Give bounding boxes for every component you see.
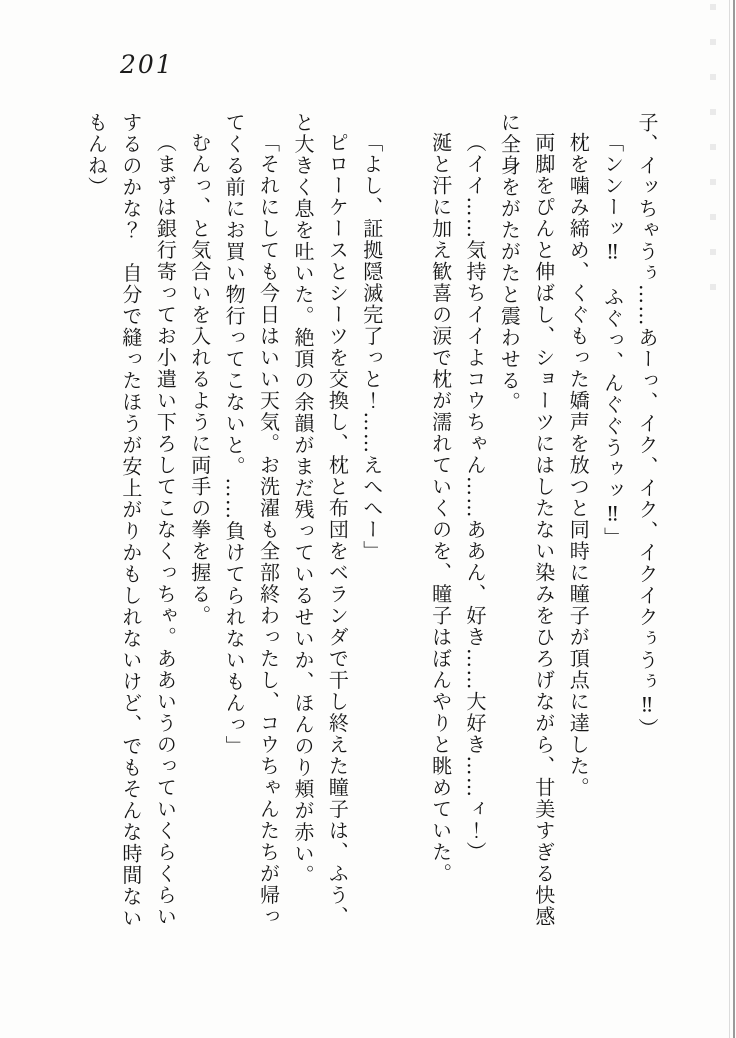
paragraph: むんっ、と気合いを入れるように両手の拳を握る。 bbox=[187, 132, 212, 627]
body-text bbox=[74, 112, 664, 944]
paragraph: ピローケースとシーツを交換し、枕と布団をベランダで干し終えた瞳子は、ふう、と大きく息を吐いた。絶頂の余韻がまだ残っているせいか、ほんのり頬が赤い。 bbox=[290, 112, 350, 928]
paragraph: 涎と汗に加え歓喜の涙で枕が濡れていくのを、瞳子はぼんやりと眺めていた。 bbox=[428, 132, 453, 885]
paragraph: （まずは銀行寄ってお小遣い下ろしてこなくっちゃ。ああいうのっていくらくらいするのかな？ 自分で縫ったほうが安上がりかもしれないけど、でもそんな時間ないもんね） bbox=[84, 112, 178, 929]
page-edge-line bbox=[733, 0, 735, 1038]
paragraph: 「ンンーッ‼ ふぐっ、んぐぐうゥッ‼」 bbox=[600, 132, 625, 549]
paragraph: 両脚をぴんと伸ばし、ショーツにはしたない染みをひろげながら、甘美すぎる快感に全身をがたがたと震わせる。 bbox=[497, 112, 556, 928]
page-edge-line-inner bbox=[729, 0, 730, 1038]
page-number: 201 bbox=[120, 50, 174, 79]
ink-bleed-artifact bbox=[710, 4, 716, 304]
paragraph: 子、イッちゃうぅ……あーっ、イク、イク、イクイクぅうぅ‼） bbox=[635, 112, 659, 740]
paragraph: 「それにしても今日はいい天気。お洗濯も全部終わったし、コウちゃんたちが帰ってくる前にお買い物行ってこないと。……負けてられないもんっ」 bbox=[222, 112, 281, 928]
paragraph: 「よし、証拠隠滅完了っと！……えへへー」 bbox=[359, 132, 384, 562]
paragraph: （イイ……気持ちイイよコウちゃん……ああん、好き……大好き……ィ！） bbox=[462, 132, 487, 863]
paragraph: 枕を噛み締め、くぐもった嬌声を放つと同時に瞳子が頂点に達した。 bbox=[566, 132, 591, 799]
